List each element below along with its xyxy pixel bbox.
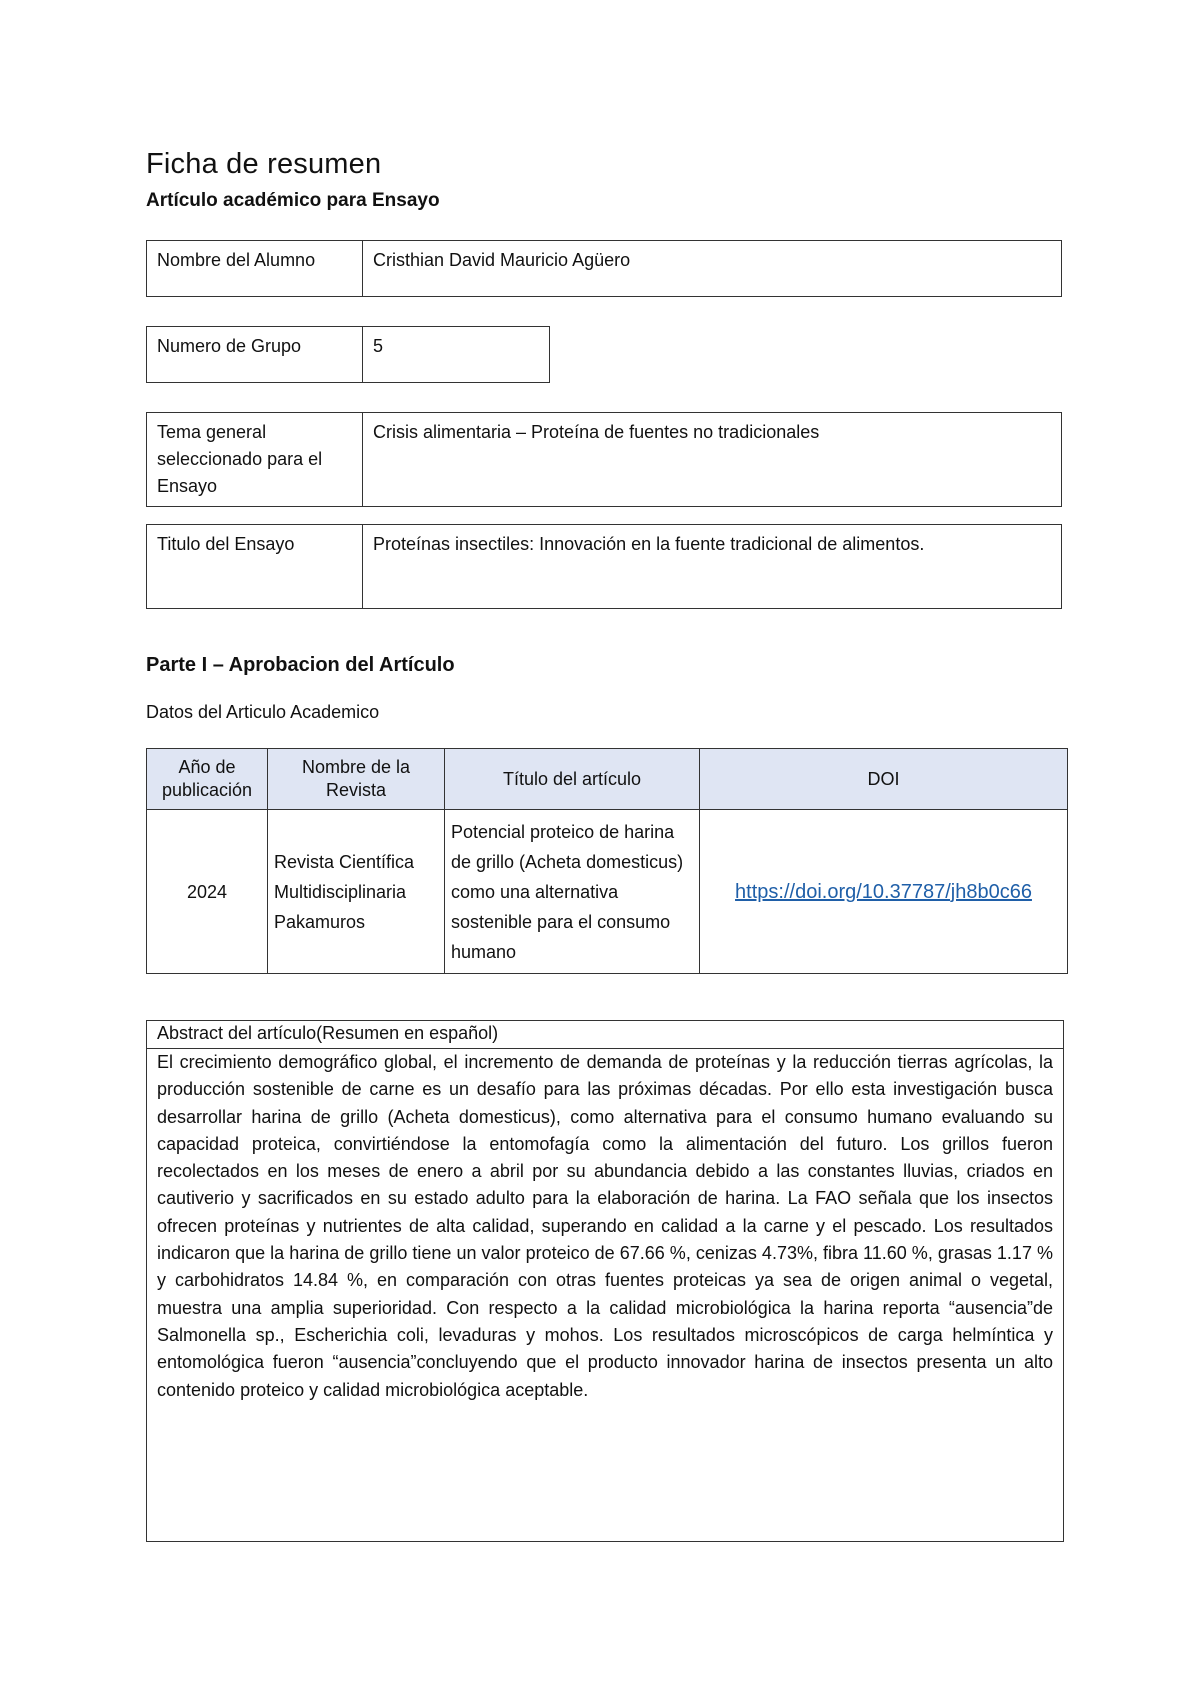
header-article-title: Título del artículo bbox=[445, 749, 700, 810]
page-title: Ficha de resumen bbox=[146, 148, 382, 180]
cell-journal: Revista Científica Multidisciplinaria Pakamuros bbox=[268, 810, 445, 974]
section-title: Parte I – Aprobacion del Artículo bbox=[146, 654, 455, 676]
student-label: Nombre del Alumno bbox=[147, 241, 363, 297]
page-subtitle: Artículo académico para Ensayo bbox=[146, 190, 440, 211]
header-doi: DOI bbox=[700, 749, 1068, 810]
article-table bbox=[146, 748, 1068, 974]
abstract-box bbox=[146, 1020, 1064, 1542]
group-label: Numero de Grupo bbox=[147, 327, 363, 383]
datos-label: Datos del Articulo Academico bbox=[146, 702, 380, 722]
cell-doi bbox=[700, 810, 1068, 974]
topic-table bbox=[146, 412, 1062, 507]
essay-title-value: Proteínas insectiles: Innovación en la fuente tradicional de alimentos. bbox=[363, 525, 1062, 609]
abstract-heading: Abstract del artículo(Resumen en español) bbox=[147, 1021, 1063, 1049]
essay-title-table bbox=[146, 524, 1062, 609]
group-table bbox=[146, 326, 550, 383]
essay-title-label: Titulo del Ensayo bbox=[147, 525, 363, 609]
topic-label: Tema general seleccionado para el Ensayo bbox=[147, 413, 363, 507]
abstract-text: El crecimiento demográfico global, el incremento de demanda de proteínas y la reducción tierras agrícolas, la producción sostenible de carne es un desafío para las próximas décadas. Por ello esta investigación busca desarrollar harina de grillo (Acheta domesticus), como alternativa para el consumo humano evaluando su capacidad proteica, convirtiéndose la entomofagía como la alimentación del futuro. Los grillos fueron recolectados en los meses de enero a abril por su abundancia debido a las constantes lluvias, criados en cautiverio y sacrificados en su estado adulto para la elaboración de harina. La FAO señala que los insectos ofrecen proteínas y nutrientes de alta calidad, superando en calidad a la carne y el pescado. Los resultados indicaron que la harina de grillo tiene un valor proteico de 67.66 %, cenizas 4.73%, fibra 11.60 %, grasas 1.17 % y carbohidratos 14.84 %, en comparación con otras fuentes proteicas ya sea de origen animal o vegetal, muestra una amplia superioridad. Con respecto a la calidad microbiológica la harina reporta “ausencia”de Salmonella sp., Escherichia coli, levaduras y mohos. Los resultados microscópicos de carga helmíntica y entomológica fueron “ausencia”concluyendo que el producto innovador harina de insectos presenta un alto contenido proteico y calidad microbiológica aceptable. bbox=[157, 1052, 1053, 1400]
topic-value: Crisis alimentaria – Proteína de fuentes no tradicionales bbox=[363, 413, 1062, 507]
student-table bbox=[146, 240, 1062, 297]
student-value: Cristhian David Mauricio Agüero bbox=[363, 241, 1062, 297]
header-journal: Nombre de la Revista bbox=[268, 749, 445, 810]
header-year: Año de publicación bbox=[147, 749, 268, 810]
group-value: 5 bbox=[363, 327, 550, 383]
doi-link[interactable]: https://doi.org/10.37787/jh8b0c66 bbox=[735, 880, 1032, 903]
cell-year: 2024 bbox=[147, 810, 268, 974]
cell-article-title: Potencial proteico de harina de grillo (Acheta domesticus) como una alternativa sostenible para el consumo humano bbox=[445, 810, 700, 974]
